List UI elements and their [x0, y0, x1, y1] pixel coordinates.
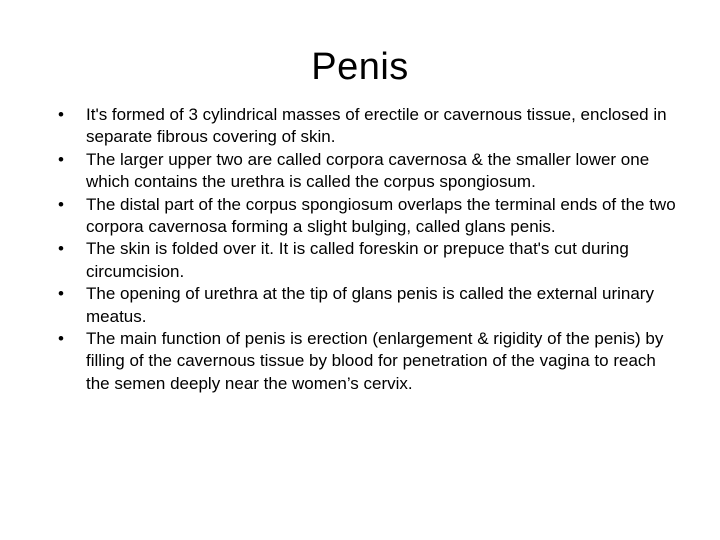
bullet-text: It's formed of 3 cylindrical masses of erectile or cavernous tissue, enclosed in separate fibrous covering of skin.	[86, 105, 667, 147]
bullet-item	[58, 238, 678, 283]
bullet-list	[58, 104, 678, 395]
slide-title: Penis	[311, 46, 409, 88]
bullet-marker-icon: •	[58, 149, 64, 169]
bullet-text: The main function of penis is erection (enlargement & rigidity of the penis) by filling of the cavernous tissue by blood for penetration of the vagina to reach the semen deeply near the women’s cervix.	[86, 329, 664, 393]
bullet-item	[58, 283, 678, 328]
bullet-text: The distal part of the corpus spongiosum overlaps the terminal ends of the two corpora cavernosa forming a slight bulging, called glans penis.	[86, 194, 676, 237]
bullet-item	[58, 104, 678, 149]
bullet-text: The larger upper two are called corpora cavernosa & the smaller lower one which contains the urethra is called the corpus spongiosum.	[86, 149, 650, 192]
bullet-marker-icon: •	[58, 284, 64, 304]
bullet-item	[58, 194, 678, 239]
bullet-item	[58, 149, 678, 194]
bullet-marker-icon: •	[58, 239, 64, 259]
bullet-text: The skin is folded over it. It is called foreskin or prepuce that's cut during circumcision.	[86, 239, 629, 281]
bullet-item	[58, 328, 678, 395]
bullet-marker-icon: •	[58, 105, 64, 124]
bullet-text: The opening of urethra at the tip of glans penis is called the external urinary meatus.	[86, 284, 654, 326]
bullet-marker-icon: •	[58, 329, 64, 349]
bullet-marker-icon: •	[58, 194, 64, 214]
